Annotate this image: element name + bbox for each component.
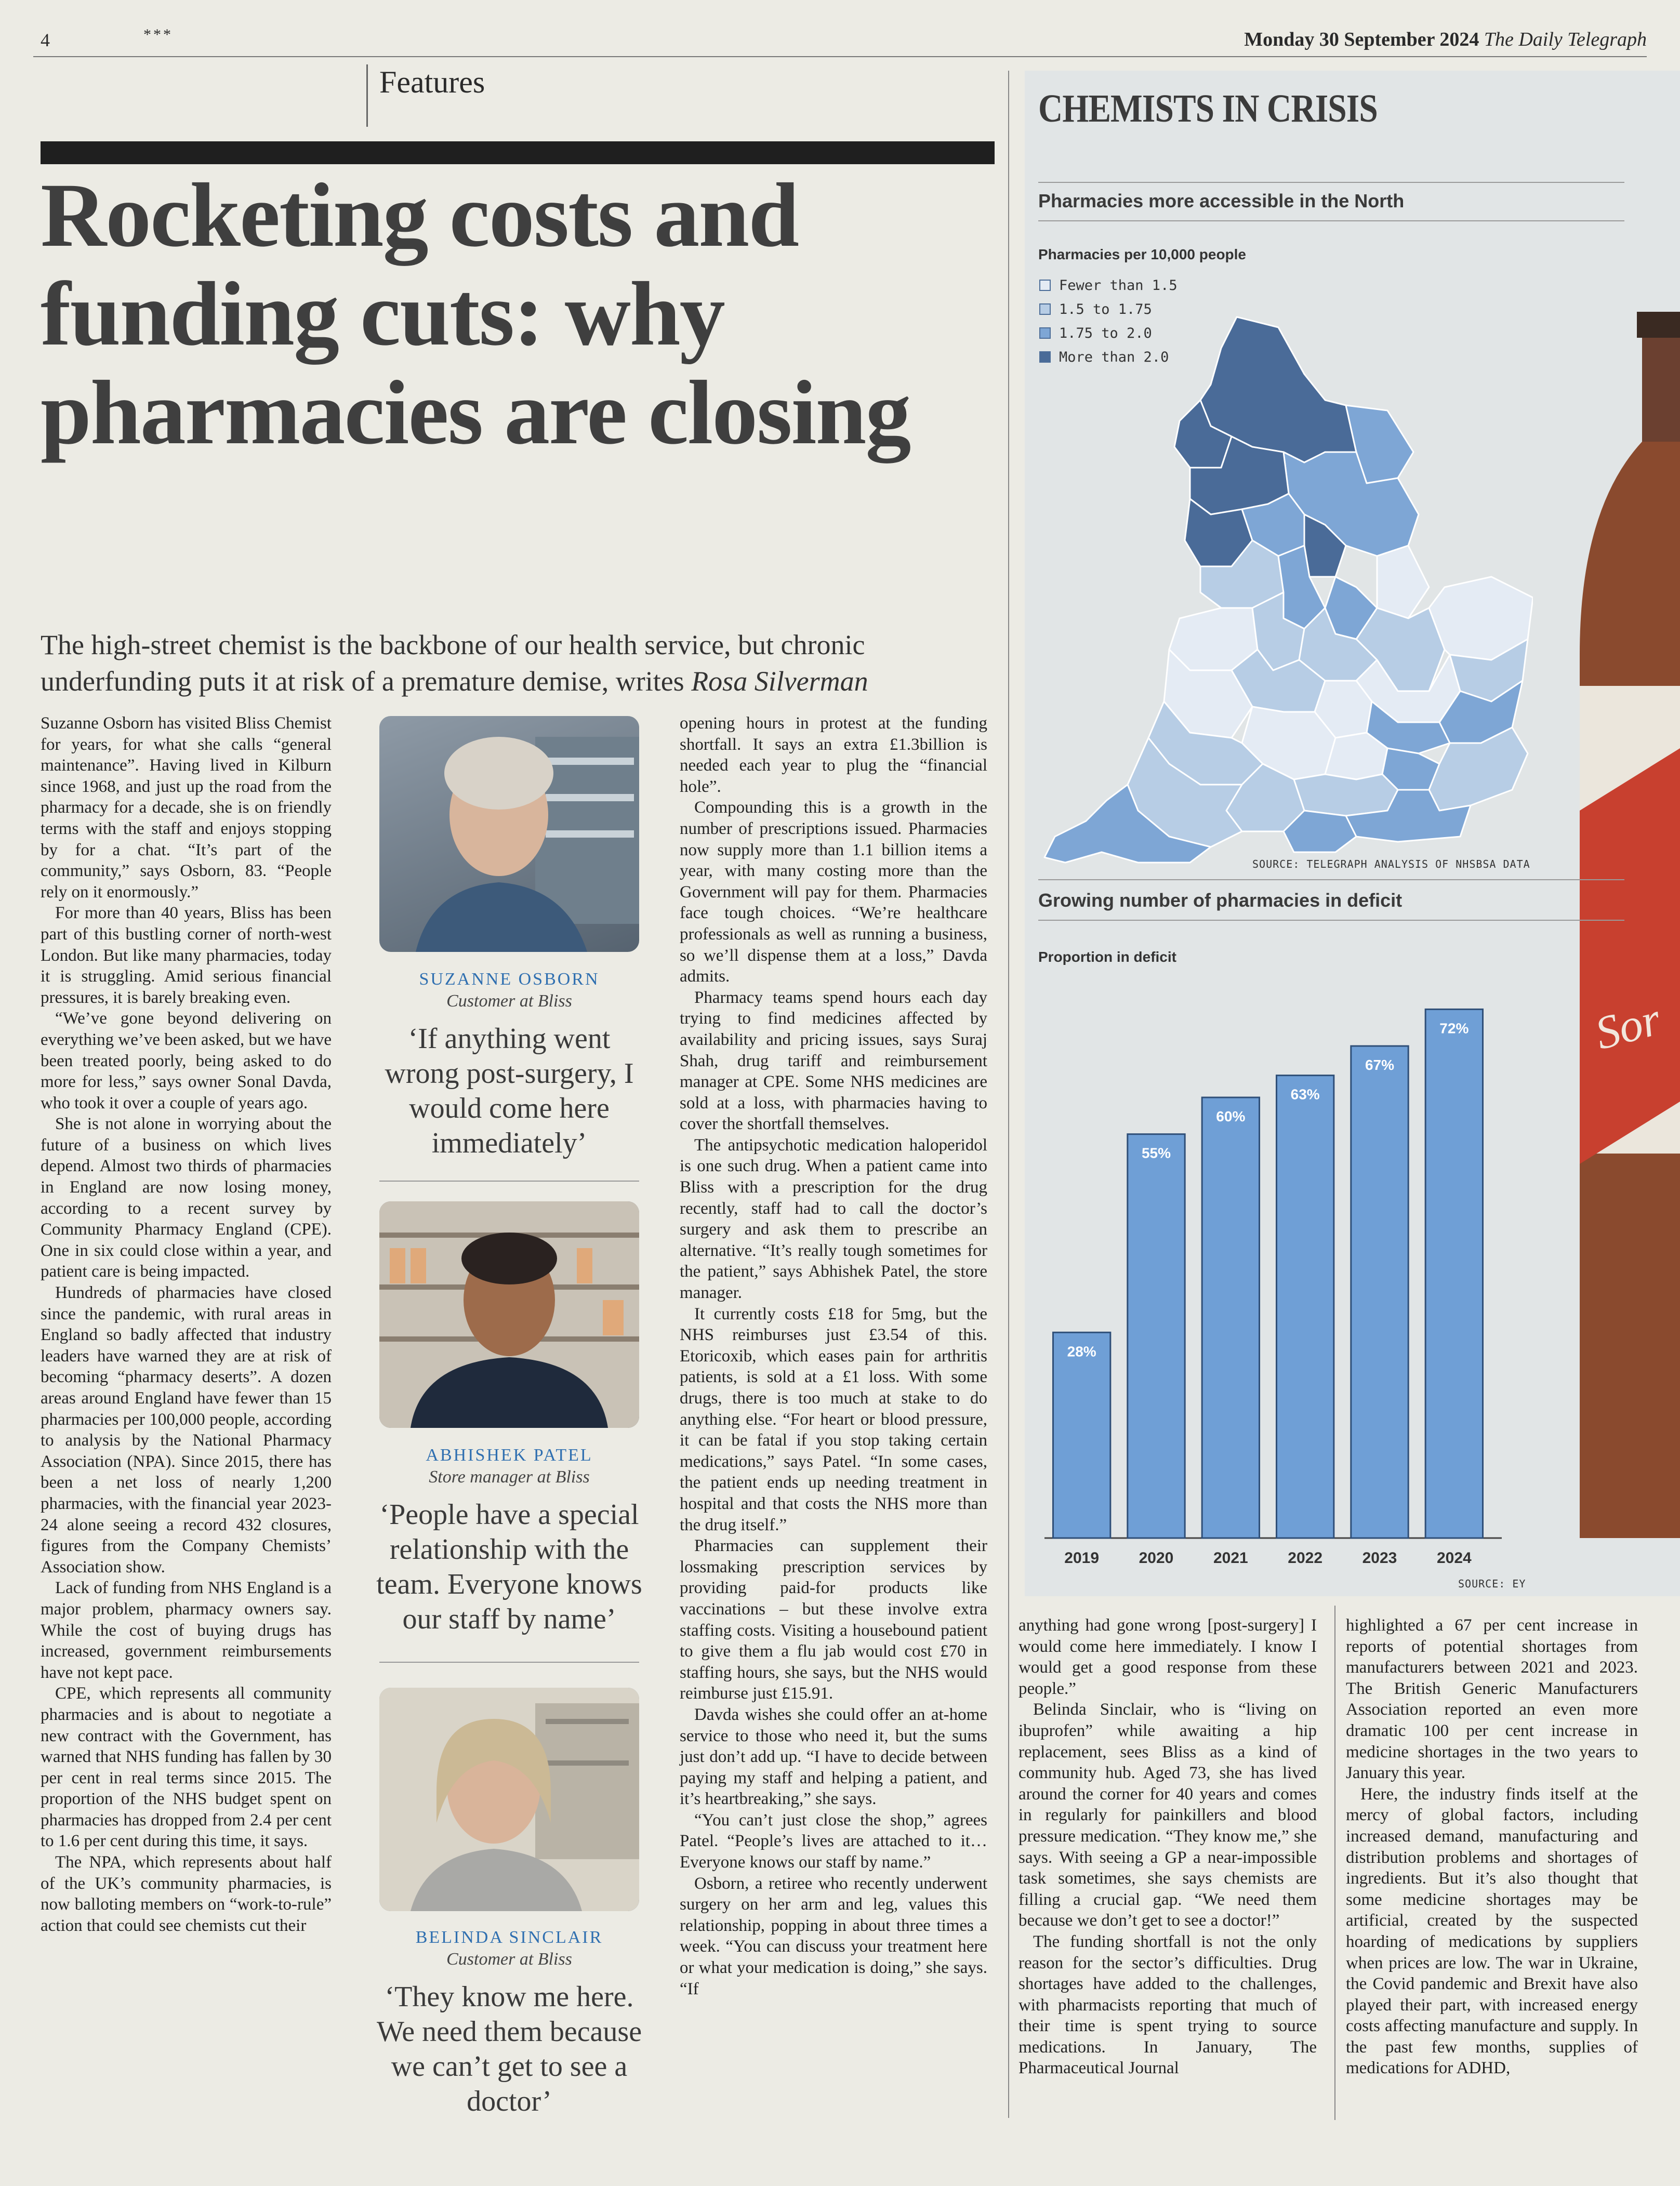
paragraph: CPE, which represents all community pharmacies and is about to negotiate a new contract with the Government, has warned that NHS funding has fallen by 30 per cent in real terms since 2015. The proportion of the NHS budget spent on pharmacies has dropped from 2.4 per cent to 1.6 per cent during this time, it says.: [41, 1684, 332, 1851]
graphic-rule: [1038, 920, 1624, 921]
paragraph: “You can’t just close the shop,” agrees Patel. “People’s lives are attached to it… Everyone knows our staff by name.”: [680, 1810, 987, 1872]
paper-name: The Daily Telegraph: [1484, 29, 1647, 50]
standfirst-text: The high-street chemist is the backbone of our health service, but chronic underfunding puts it at risk of a premature demise, writes: [41, 629, 865, 697]
bar-data-label: 28%: [1067, 1343, 1096, 1360]
profile-name: ABHISHEK PATEL: [426, 1446, 593, 1465]
legend-label: More than 2.0: [1059, 349, 1169, 365]
bar-data-label: 63%: [1290, 1086, 1320, 1103]
photo-belinda-sinclair: [379, 1688, 639, 1911]
bar-2019: [1053, 1332, 1110, 1538]
standfirst: [41, 627, 1007, 699]
pull-quote: ‘They know me here. We need them because we can’t get to see a doctor’: [376, 1981, 642, 2117]
photo-abhishek-patel: [379, 1201, 639, 1428]
bar-2022: [1276, 1076, 1333, 1538]
paragraph: Belinda Sinclair, who is “living on ibuprofen” while awaiting a hip replacement, sees Bliss as a kind of community hub. Aged 73, she has lived around the corner for 40 years and comes in regularly for painkillers and blood pressure medication. “They know me,” she says. With seeing a GP a near-impossible task sometimes, she says chemists are filling a crucial gap. “We need them because we don’t get to see a doctor!”: [1018, 1700, 1317, 1930]
paragraph: opening hours in protest at the funding shortfall. It says an extra £1.3billion is needed each year to plug the “financial hole”.: [680, 714, 987, 796]
bottle-illustration: [1559, 291, 1680, 1590]
map-region-humber: [1377, 546, 1429, 618]
column-rule: [1334, 1606, 1335, 2120]
paragraph: Here, the industry finds itself at the mercy of global factors, including increased demand, manufacturing and distribution problems and shortages of ingredients. But it’s also thought that some medicine shortages may be artificial, created by the suspected hoarding of medications by suppliers when prices are low. The war in Ukraine, the Covid pandemic and Brexit have also played their part, with increased energy costs affecting manufacture and supply. In the past few months, supplies of medications for ADHD,: [1346, 1784, 1638, 2078]
article-column-1: [41, 713, 332, 1936]
section-label: Features: [366, 64, 485, 127]
paragraph: anything had gone wrong [post-surgery] I would come here immediately. I know I would get a good response from these people.”: [1018, 1616, 1317, 1698]
svg-text:Sor: Sor: [1590, 993, 1666, 1060]
paragraph: The NPA, which represents about half of the UK’s community pharmacies, is now balloting members on “work-to-rule” action that could see chemists cut their: [41, 1853, 332, 1935]
paragraph: Hundreds of pharmacies have closed since the pandemic, with rural areas in England so badly affected that industry leaders have warned they are at risk of becoming “pharmacy deserts”. A dozen areas around England have fewer than 15 pharmacies per 100,000 people, according to analysis by the National Pharmacy Association (NPA). Since 2015, there has been a net loss of nearly 1,200 pharmacies, with the financial year 2023-24 alone seeing a record 432 closures, figures from the Company Chemists’ Association show.: [41, 1283, 332, 1576]
article-column-4: [1018, 1615, 1317, 2079]
paragraph: “We’ve gone beyond delivering on everything we’ve been asked, but we have been treated poorly, being asked to do more for less,” says owner Sonal Davda, who took it over a couple of years ago.: [41, 1009, 332, 1112]
bar-data-label: 60%: [1216, 1108, 1246, 1124]
bar-2021: [1202, 1097, 1259, 1538]
graphic-rule: [1038, 220, 1624, 221]
column-rule: [1008, 71, 1009, 2118]
chart-source: SOURCE: EY: [1458, 1578, 1526, 1590]
x-tick-label: 2023: [1362, 1549, 1397, 1567]
england-choropleth-map: [1034, 296, 1533, 868]
legend-label: 1.5 to 1.75: [1059, 301, 1152, 317]
chart-subtitle: Growing number of pharmacies in deficit: [1038, 890, 1403, 911]
article-column-5: [1346, 1615, 1638, 2079]
paragraph: Osborn, a retiree who recently underwent surgery on her arm and leg, values this relationship, popping in about three times a week. “You can discuss your treatment here or what your medication is doing,” she says. “If: [680, 1874, 987, 1998]
map-source: SOURCE: TELEGRAPH ANALYSIS OF NHSBSA DATA: [1252, 858, 1530, 870]
graphic-rule: [1038, 879, 1624, 880]
byline: Rosa Silverman: [691, 666, 868, 697]
paragraph: Compounding this is a growth in the number of prescriptions issued. Pharmacies now supply more than 1.1 billion items a year, with many costing more than the Government will pay for them. Pharmacies face tough choices. “We’re healthcare professionals as well as running a business, so we’ll dispense them at a loss,” Davda admits.: [680, 798, 987, 986]
paragraph: The funding shortfall is not the only reason for the sector’s difficulties. Drug shortages have added to the challenges, with pharmacists reporting that much of their time is spent trying to source medications. In January, The Pharmaceutical Journal: [1018, 1932, 1317, 2078]
paragraph: She is not alone in worrying about the future of a business on which lives depend. Almost two thirds of pharmacies in England are now losing money, according to a recent survey by Community Pharmacy England (CPE). One in six could close within a year, and patient care is being impacted.: [41, 1115, 332, 1281]
bar-data-label: 72%: [1439, 1020, 1469, 1037]
divider: [379, 1662, 639, 1663]
headline: Rocketing costs and funding cuts: why pharmacies are closing: [41, 165, 910, 463]
paragraph: The antipsychotic medication haloperidol is one such drug. When a patient came into Bliss with a prescription for the drug recently, staff had to call the doctor’s surgery and ask them to prescribe an alternative. “It’s really tough sometimes for the patient,” says Abhishek Patel, the store manager.: [680, 1135, 987, 1303]
x-tick-label: 2021: [1213, 1549, 1248, 1567]
profile-role: Customer at Bliss: [446, 991, 572, 1011]
paragraph: Pharmacy teams spend hours each day trying to find medicines affected by availability and pricing issues, says Suraj Shah, drug tariff and reimbursement manager at CPE. Some NHS medicines are sold at a loss, with pharmacies having to cover the shortfall themselves.: [680, 988, 987, 1134]
x-tick-label: 2020: [1139, 1549, 1174, 1567]
paragraph: For more than 40 years, Bliss has been part of this bustling corner of north-west London. But like many pharmacies, today it is struggling. Amid serious financial pressures, it is barely breaking even.: [41, 904, 332, 1007]
x-tick-label: 2024: [1436, 1549, 1472, 1567]
paragraph: Suzanne Osborn has visited Bliss Chemist for years, for what she calls “general maintenance”. Having lived in Kilburn since 1968, and just up the road from the pharmacy for a decade, she is on friendly terms with the staff and enjoys stopping by for a chat. “It’s part of the community,” says Osborn, 83. “People rely on it enormously.”: [41, 714, 332, 902]
edition-stars: ***: [143, 26, 173, 43]
paragraph: Davda wishes she could offer an at-home service to those who need it, but the sums just don’t add up. “I have to decide between paying my staff and helping a patient, and it’s heartbreaking,” she says.: [680, 1705, 987, 1809]
map-subtitle: Pharmacies more accessible in the North: [1038, 190, 1405, 211]
legend-swatch: [1039, 280, 1051, 291]
x-tick-label: 2019: [1064, 1549, 1100, 1567]
bar-data-label: 67%: [1365, 1057, 1395, 1074]
legend-label: 1.75 to 2.0: [1059, 325, 1152, 341]
legend-label: Fewer than 1.5: [1059, 277, 1178, 294]
x-tick-label: 2022: [1288, 1549, 1323, 1567]
profile-name: BELINDA SINCLAIR: [415, 1928, 603, 1947]
legend-item: [1039, 273, 1178, 297]
profile-role: Store manager at Bliss: [429, 1467, 590, 1487]
graphic-title: CHEMISTS IN CRISIS: [1038, 87, 1378, 130]
headline-bar: [41, 141, 995, 164]
profile-name: SUZANNE OSBORN: [419, 970, 600, 989]
date: Monday 30 September 2024: [1244, 29, 1479, 50]
paragraph: Lack of funding from NHS England is a major problem, pharmacy owners say. While the cost of buying drugs has increased, government reimbursements have not kept pace.: [41, 1579, 332, 1682]
paragraph: highlighted a 67 per cent increase in reports of potential shortages from manufacturers between 2021 and 2023. The British Generic Manufacturers Association reported an even more dramatic 100 per cent increase in medicine shortages in the two years to January this year.: [1346, 1616, 1638, 1783]
bar-2024: [1425, 1009, 1483, 1538]
bar-2020: [1128, 1134, 1185, 1538]
page-number: 4: [41, 30, 50, 50]
pull-quote: ‘If anything went wrong post-surgery, I would come here immediately’: [385, 1023, 634, 1159]
graphic-rule: [1038, 182, 1624, 183]
paragraph: It currently costs £18 for 5mg, but the NHS reimburses just £3.54 of this. Etoricoxib, which eases pain for arthritis patients, is sold at a £1 loss. With some drugs, there is too much at stake to do anything else. “For heart or blood pressure, it can be fatal if you stop taking certain medications,” says Patel. “In some cases, the patient ends up needing treatment in hospital and that costs the NHS more than the drug itself.”: [680, 1304, 987, 1534]
map-region-berks: [1294, 774, 1398, 816]
paragraph: Pharmacies can supplement their lossmaking prescription services by providing paid-for products like vaccinations – but these involve extra staffing costs. Visiting a housebound patient to give them a flu jab would cost £70 in staffing hours, she says, but the NHS would reimburse just £15.91.: [680, 1536, 987, 1703]
chart-ylabel: Proportion in deficit: [1038, 949, 1176, 965]
divider: [379, 1181, 639, 1182]
profiles-column: [359, 713, 660, 2121]
photo-suzanne-osborn: [379, 716, 639, 952]
bar-data-label: 55%: [1141, 1145, 1171, 1161]
top-rule: [33, 56, 1647, 57]
dateline: [1244, 28, 1647, 51]
deficit-bar-chart: [1034, 977, 1549, 1590]
article-column-3: [680, 713, 987, 1999]
bar-2023: [1351, 1046, 1408, 1538]
profile-role: Customer at Bliss: [446, 1950, 572, 1969]
pull-quote: ‘People have a special relationship with the team. Everyone knows our staff by name’: [376, 1499, 642, 1635]
map-legend-title: Pharmacies per 10,000 people: [1038, 246, 1246, 262]
